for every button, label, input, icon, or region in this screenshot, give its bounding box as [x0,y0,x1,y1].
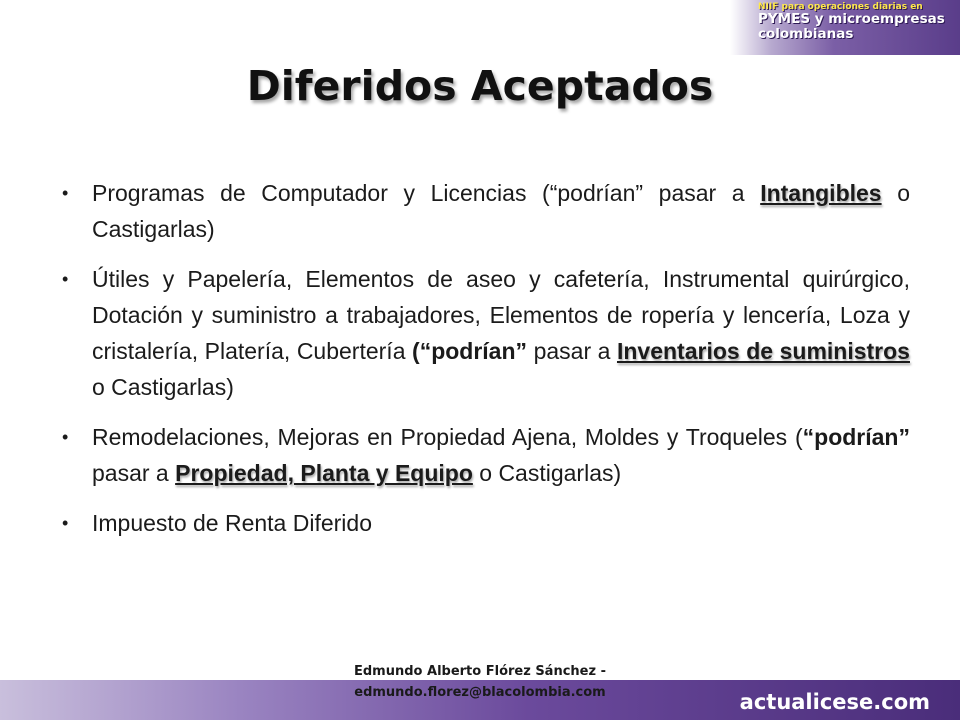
bullet-item-software [62,175,910,247]
bullet-list [62,175,910,555]
footer-author [260,661,700,703]
slide-title: Diferidos Aceptados [246,62,714,110]
banner-line-1: NIIF para operaciones diarias en [758,2,923,12]
bullet-text-end: o Castigarlas) [472,460,622,486]
bullet-strong: (“podrían” [412,338,528,364]
bullet-item-supplies [62,261,910,405]
bullet-icon: • [62,269,69,289]
bullet-text-end: o Castigarlas) [92,180,910,242]
bullet-emphasis: Intangibles [760,180,882,206]
bullet-strong: “podrían” [802,424,910,450]
top-banner [730,0,960,55]
bullet-item-remodeling [62,419,910,491]
bullet-text-end: o Castigarlas) [92,374,234,400]
bullet-text: Impuesto de Renta Diferido [92,510,372,536]
author-name: Edmundo Alberto Flórez Sánchez - [354,664,606,679]
bullet-icon: • [62,427,69,447]
bullet-emphasis: Propiedad, Planta y Equipo [175,460,473,486]
author-email: edmundo.florez@blacolombia.com [354,685,606,700]
bullet-text: Útiles y Papelería, Elementos de aseo y cafetería, Instrumental quirúrgico, Dotación y suministro a trabajadores, Elementos de ropería y lencería, Loza y cristalería, Platería, Cubertería [92,266,910,364]
bullet-text-mid: pasar a [527,338,617,364]
bullet-text-mid: pasar a [92,460,176,486]
bullet-icon: • [62,513,69,533]
bullet-text: Remodelaciones, Mejoras en Propiedad Ajena, Moldes y Troqueles ( [92,424,803,450]
banner-line-2: PYMES y microempresas [758,11,945,28]
brand-logo-text: actualicese.com [739,690,930,714]
bullet-item-tax [62,505,910,541]
bullet-text: Programas de Computador y Licencias (“podrían” pasar a [92,180,761,206]
banner-text [758,3,948,41]
bullet-emphasis: Inventarios de suministros [616,338,910,364]
bullet-icon: • [62,183,69,203]
banner-line-3: colombianas [758,25,854,42]
